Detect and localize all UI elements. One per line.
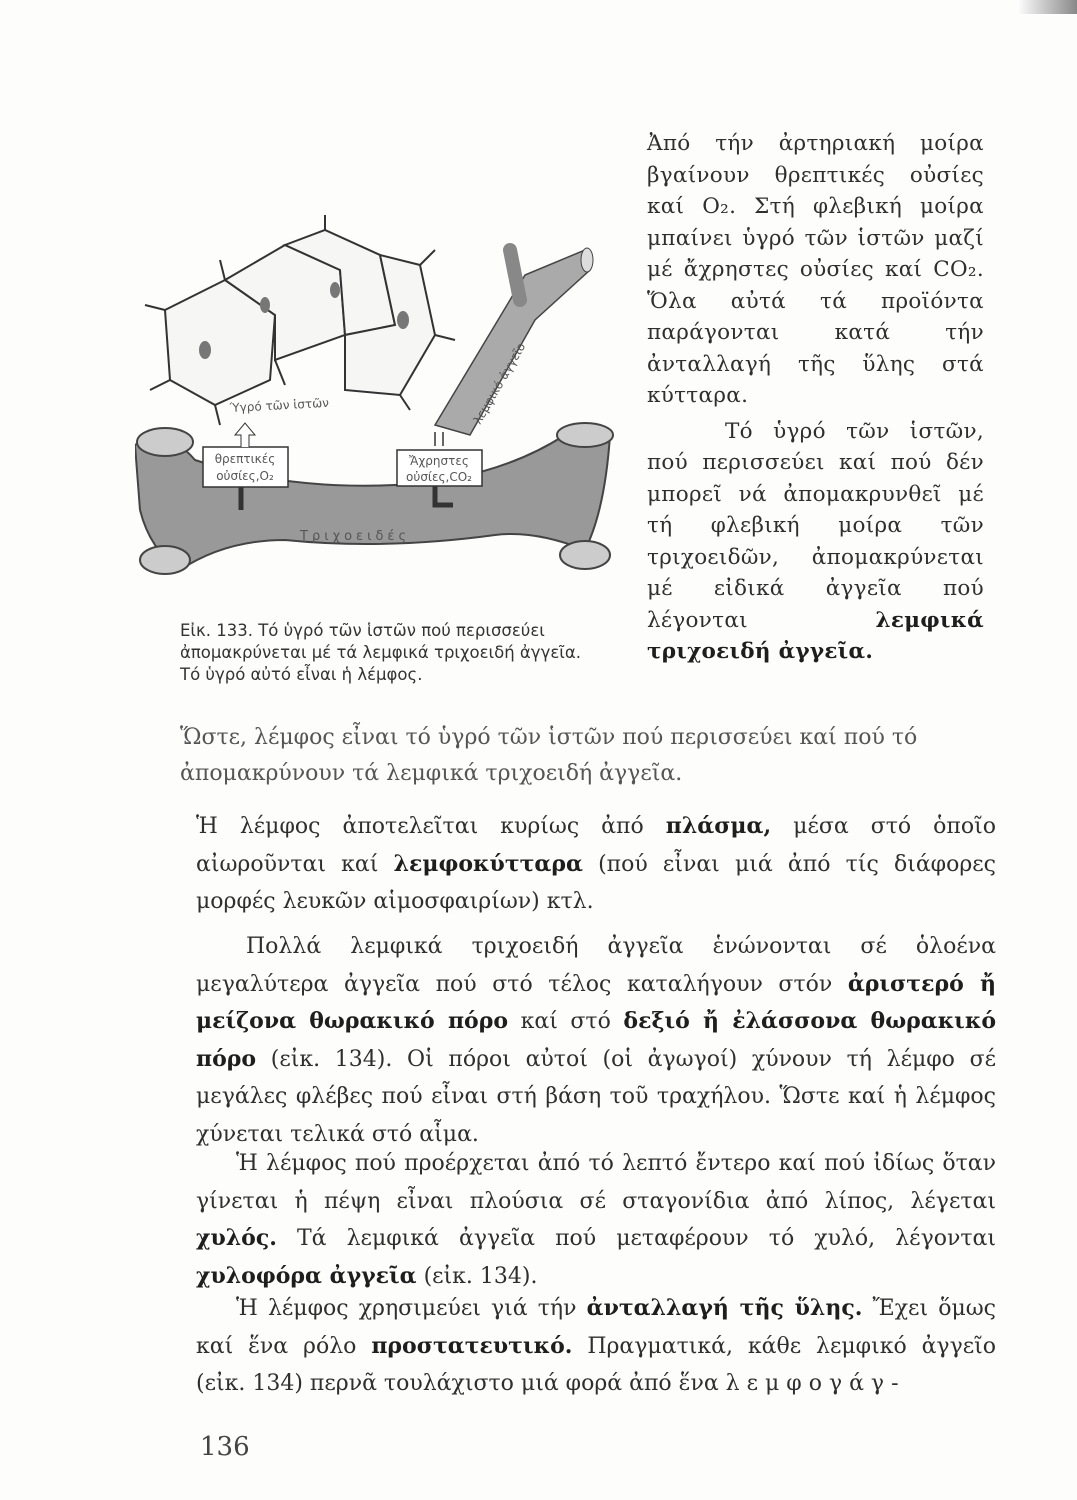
- tissue-cells: [165, 230, 435, 405]
- term-plasma: πλάσμα,: [665, 813, 772, 839]
- p3-text-a: Ἡ λέμφος πού προέρχεται ἀπό τό λεπτό ἔντερο καί πού ἰδίως ὅταν γίνεται ἡ πέψη εἶναι πλούσια σέ σταγονίδια ἀπό λίπος, λέγεται: [196, 1151, 996, 1214]
- label-nutrients-1: θρεπτικές: [214, 452, 276, 466]
- capillary: [135, 423, 613, 574]
- right-para-1: Ἀπό τήν ἀρτηριακή μοίρα βγαίνουν θρεπτικές οὐσίες καί O₂. Στή φλεβική μοίρα μπαίνει ὑγρό τῶν ἱστῶν μαζί μέ ἄχρηστες οὐσίες καί CO₂. Ὅλα αὐτά τά προϊόντα παράγονται κατά τήν ἀνταλλαγή τῆς ὕλης στά κύτταρα.: [647, 131, 984, 408]
- p1-text-c: μέσα στό ὁποῖο αἰωροῦνται καί: [196, 814, 996, 877]
- right-para-2-text: Τό ὑγρό τῶν ἱστῶν, πού περισσεύει καί πού δέν μπορεῖ νά ἀπομακρυνθεῖ μέ τή φλεβική μοίρα τῶν τριχοειδῶν, ἀπομακρύνεται μέ εἰδικά ἀγγεῖα πού λέγονται: [647, 418, 984, 633]
- page-edge-shadow: [1017, 0, 1077, 14]
- p3-text-e: (εἰκ. 134).: [423, 1263, 538, 1289]
- body-paragraph-3: [196, 1145, 996, 1295]
- p1-text-e: (πού εἶναι μιά ἀπό τίς διάφορες μορφές λευκῶν αἱμοσφαιρίων) κτλ.: [196, 851, 996, 914]
- label-capillary: Τριχοειδές: [300, 529, 411, 544]
- label-tissue-fluid: Ύγρό τῶν ἱστῶν: [229, 395, 330, 415]
- right-para-2: [647, 416, 984, 668]
- term-lymph-capillaries: λεμφικά τριχοειδή ἀγγεῖα.: [647, 607, 984, 664]
- term-chyle: χυλός.: [196, 1225, 277, 1251]
- label-waste-2: οὐσίες,CO₂: [406, 470, 472, 484]
- label-waste-1: Ἄχρηστες: [409, 454, 469, 468]
- p2-text-e: (εἰκ. 134). Οἱ πόροι αὐτοί (οἱ ἀγωγοί) χύνουν τή λέμφο σέ μεγάλες φλέβες πού εἶναι στή βάση τοῦ τραχήλου. Ὥστε καί ἡ λέμφος χύνεται τελικά στό αἷμα.: [196, 1046, 997, 1147]
- p4-text-e: Πραγματικά, κάθε λεμφικό ἀγγεῖο (εἰκ. 134) περνᾶ τουλάχιστο μιά φορά ἀπό ἕνα λ ε μ φ ο γ ά γ -: [196, 1333, 997, 1396]
- p4-text-a: Ἡ λέμφος χρησιμεύει γιά τήν: [236, 1296, 577, 1321]
- label-lymph-vessel: λεμφικό ἀγγεῖο: [470, 340, 529, 427]
- term-lymphocytes: λεμφοκύτταρα: [393, 850, 583, 877]
- figure-caption: Εἰκ. 133. Τό ὑγρό τῶν ἱστῶν πού περισσεύει ἀπομακρύνεται μέ τά λεμφικά τριχοειδή ἀγγεῖα. Τό ὑγρό αὐτό εἶναι ἡ λέμφος.: [180, 621, 581, 684]
- p1-text-a: Ἡ λέμφος ἀποτελεῖται κυρίως ἀπό: [196, 814, 644, 839]
- body-paragraph-4: [196, 1290, 996, 1403]
- body-paragraph-1: [196, 808, 996, 921]
- figure-lymph-diagram: [135, 210, 625, 610]
- p2-text-a: Πολλά λεμφικά τριχοειδή ἀγγεῖα ἑνώνονται σέ ὁλοένα μεγαλύτερα ἀγγεῖα πού στό τέλος καταλήγουν στόν: [196, 934, 996, 997]
- term-right-thoracic-duct: δεξιό ἤ ἐλάσσονα θωρακικό πόρο: [196, 1008, 996, 1072]
- right-column-text: [647, 128, 984, 668]
- p4-text-c: Ἔχει ὅμως καί ἕνα ρόλο: [196, 1296, 997, 1359]
- term-protective: προστατευτικό.: [371, 1332, 573, 1359]
- summary-statement: Ὥστε, λέμφος εἶναι τό ὑγρό τῶν ἱστῶν πού περισσεύει καί πού τό ἀπομακρύνουν τά λεμφικά τριχοειδή ἀγγεῖα.: [180, 725, 918, 786]
- page-number: 136: [200, 1432, 250, 1462]
- lymph-vessel: [435, 248, 593, 435]
- p3-text-c: Τά λεμφικά ἀγγεῖα πού μεταφέρουν τό χυλό, λέγονται: [296, 1226, 996, 1251]
- body-paragraph-2: [196, 928, 996, 1153]
- term-left-thoracic-duct: ἀριστερό ἤ μείζονα θωρακικό πόρο: [196, 970, 997, 1034]
- term-lacteals: χυλοφόρα ἀγγεῖα: [196, 1262, 417, 1289]
- term-metabolism: ἀνταλλαγή τῆς ὕλης.: [586, 1295, 863, 1321]
- label-nutrients-2: οὐσίες,O₂: [216, 469, 274, 483]
- p2-text-c: καί στό: [520, 1009, 611, 1034]
